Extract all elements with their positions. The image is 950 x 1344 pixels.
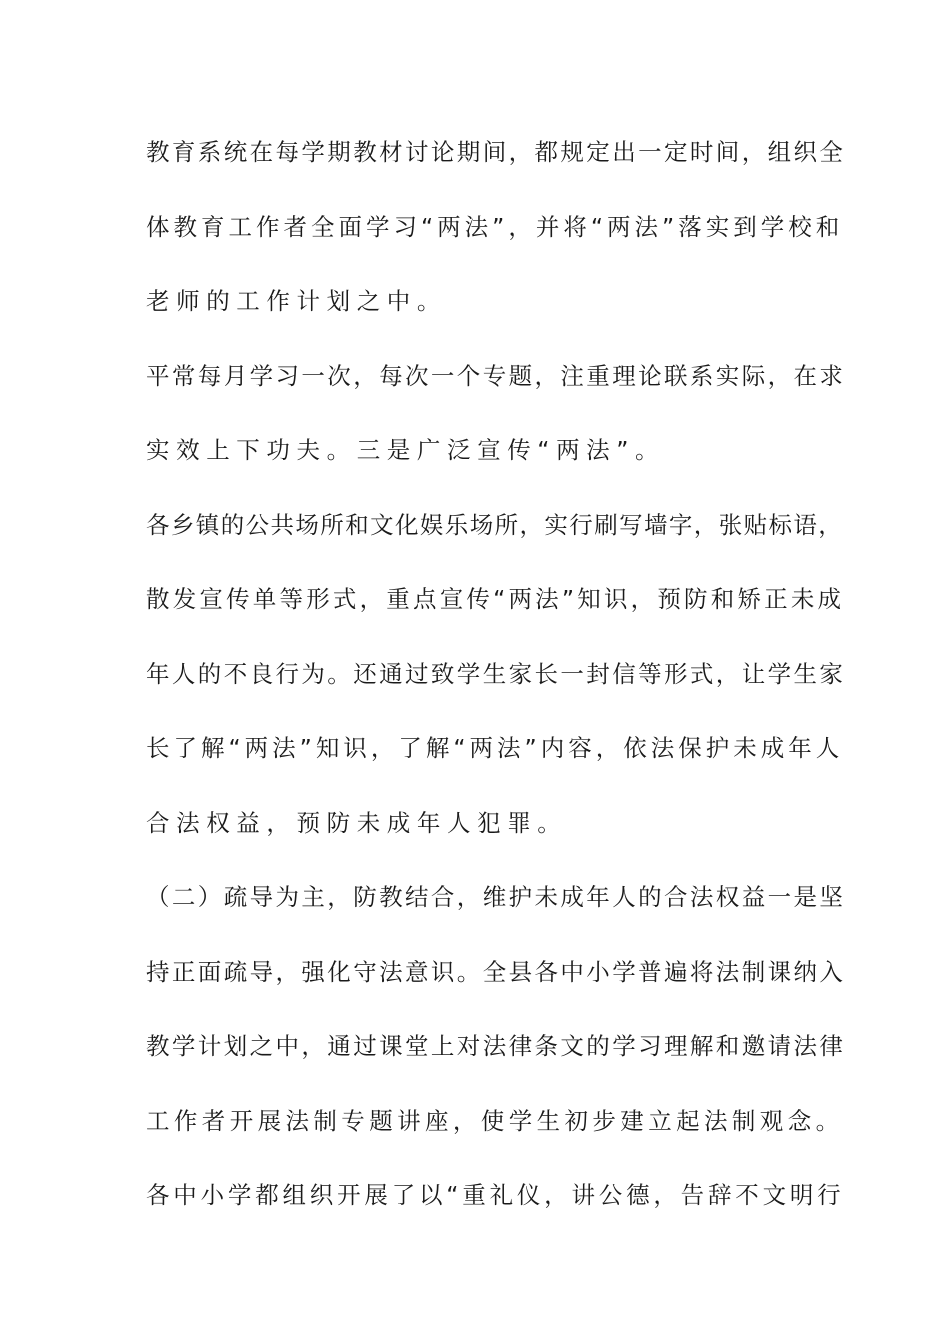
text-line: 教育系统在每学期教材讨论期间，都规定出一定时间，组织全 xyxy=(146,138,846,166)
text-line: 合法权益，预防未成年人犯罪。 xyxy=(146,808,568,837)
text-line: 长了解“两法”知识，了解“两法”内容，依法保护未成年人 xyxy=(146,734,844,762)
text-line: 教学计划之中，通过课堂上对法律条文的学习理解和邀请法律 xyxy=(146,1032,846,1060)
text-line: 散发宣传单等形式，重点宣传“两法”知识，预防和矫正未成 xyxy=(146,585,845,613)
text-line: 持正面疏导，强化守法意识。全县各中小学普遍将法制课纳入 xyxy=(146,957,846,986)
text-line: 工作者开展法制专题讲座，使学生初步建立起法制观念。 xyxy=(146,1106,844,1135)
text-line: 体教育工作者全面学习“两法”，并将“两法”落实到学校和 xyxy=(146,212,844,241)
text-line: 平常每月学习一次，每次一个专题，注重理论联系实际，在求 xyxy=(146,361,846,390)
text-line: 实效上下功夫。三是广泛宣传“两法”。 xyxy=(146,436,666,464)
text-line: 各中小学都组织开展了以“重礼仪，讲公德，告辞不文明行 xyxy=(146,1181,845,1209)
text-line: 老师的工作计划之中。 xyxy=(146,287,447,315)
document-body xyxy=(146,128,846,1246)
text-line: 年人的不良行为。还通过致学生家长一封信等形式，让学生家 xyxy=(146,659,846,688)
text-line: （二）疏导为主，防教结合，维护未成年人的合法权益一是坚 xyxy=(146,883,846,911)
text-line: 各乡镇的公共场所和文化娱乐场所，实行刷写墙字，张贴标语， xyxy=(146,510,844,539)
